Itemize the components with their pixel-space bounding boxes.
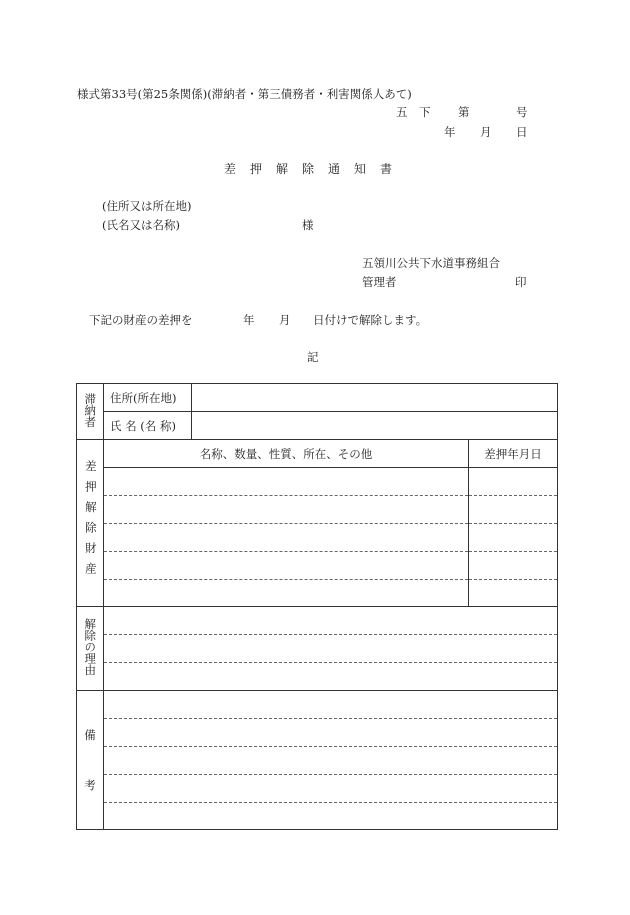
form-number: 様式第33号(第25条関係)(滞納者・第三債務者・利害関係人あて) <box>77 87 412 101</box>
notice-suffix: 日付けで解除します。 <box>313 313 428 327</box>
release-form-table <box>76 383 558 830</box>
doc-no-mid: 第 <box>458 105 470 119</box>
property-header-cell <box>77 440 104 607</box>
recipient-name-label: (氏名又は名称) <box>102 218 180 232</box>
date-day: 日 <box>516 125 528 139</box>
ki-marker: 記 <box>307 350 319 364</box>
recipient-honorific: 様 <box>302 218 314 232</box>
seizure-date-header <box>469 440 558 468</box>
sender-organization: 五領川公共下水道事務組合 <box>362 256 500 270</box>
property-desc-header <box>104 440 469 468</box>
seal-mark: 印 <box>515 275 527 289</box>
recipient-address-label: (住所又は所在地) <box>102 199 192 213</box>
reason-header: 解除の理由 <box>83 618 98 676</box>
address-field[interactable] <box>192 384 558 412</box>
name-label-cell <box>104 412 192 440</box>
remarks-label-bottom: 考 <box>84 778 96 792</box>
reason-field[interactable] <box>104 607 558 691</box>
notice-year: 年 <box>243 313 255 327</box>
notice-prefix: 下記の財産の差押を <box>89 313 193 327</box>
seizure-date-label: 差押年月日 <box>484 446 542 461</box>
delinquent-header-cell <box>77 384 104 440</box>
delinquent-header: 滞納者 <box>83 392 98 428</box>
document-title: 差押解除通知書 <box>223 162 406 176</box>
doc-no-prefix: 五 下 <box>396 105 431 119</box>
property-desc-field[interactable] <box>104 468 469 607</box>
notice-month: 月 <box>279 313 291 327</box>
remarks-field[interactable] <box>104 691 558 830</box>
property-header: 差押解除財産 <box>83 460 98 583</box>
name-field[interactable] <box>192 412 558 440</box>
address-label: 住所(所在地) <box>110 390 177 405</box>
date-year: 年 <box>444 125 456 139</box>
property-desc-label: 名称、数量、性質、所在、その他 <box>199 446 373 461</box>
sender-manager: 管理者 <box>362 275 397 289</box>
remarks-label-top: 備 <box>84 728 96 742</box>
date-month: 月 <box>480 125 492 139</box>
remarks-header-cell <box>77 691 104 830</box>
seizure-date-field[interactable] <box>469 468 558 607</box>
doc-no-suffix: 号 <box>516 105 528 119</box>
reason-header-cell <box>77 607 104 691</box>
name-label: 氏 名 (名 称) <box>110 418 176 433</box>
address-label-cell <box>104 384 192 412</box>
